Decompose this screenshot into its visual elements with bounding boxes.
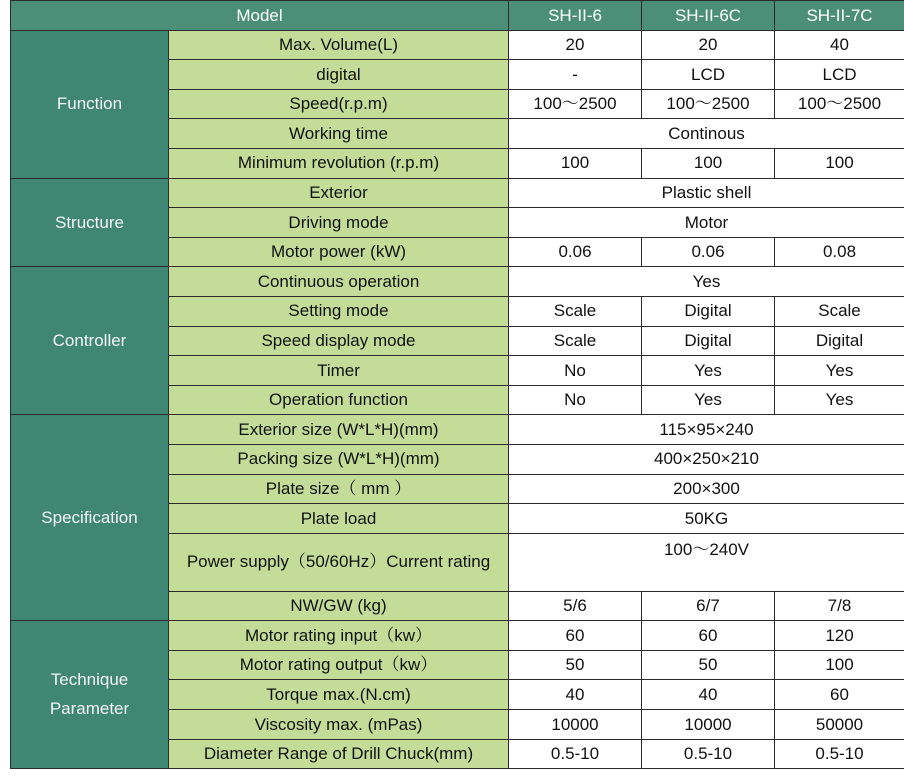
- model-header-3: SH-II-7C: [775, 1, 904, 31]
- cell: 100: [509, 148, 642, 178]
- row-label: Motor rating output（kw）: [169, 650, 509, 680]
- row-label: Minimum revolution (r.p.m): [169, 148, 509, 178]
- cell: No: [509, 385, 642, 415]
- header-row: [11, 1, 904, 31]
- spec-table: [10, 0, 904, 769]
- cell: LCD: [642, 60, 775, 90]
- table-row: [11, 178, 904, 208]
- cell: Continous: [509, 119, 904, 149]
- table-row: [11, 30, 904, 60]
- cell: 10000: [642, 710, 775, 740]
- cell: 200×300: [509, 474, 904, 504]
- cell: 20: [509, 30, 642, 60]
- cell: 50000: [775, 710, 904, 740]
- cell: Digital: [642, 326, 775, 356]
- row-label: Viscosity max. (mPas): [169, 710, 509, 740]
- cell: 100: [775, 148, 904, 178]
- cell: 120: [775, 621, 904, 651]
- cell: 5/6: [509, 591, 642, 621]
- cell: Scale: [775, 296, 904, 326]
- cell: 40: [509, 680, 642, 710]
- cell: 0.06: [509, 237, 642, 267]
- row-label: Speed display mode: [169, 326, 509, 356]
- cell: Yes: [775, 356, 904, 386]
- cell: 0.06: [642, 237, 775, 267]
- cell: Yes: [642, 385, 775, 415]
- group-function: Function: [11, 30, 169, 178]
- cell: No: [509, 356, 642, 386]
- cell: 100～2500: [775, 89, 904, 119]
- cell: Digital: [775, 326, 904, 356]
- row-label: Power supply（50/60Hz）Current rating: [169, 533, 509, 591]
- row-label: Motor rating input（kw）: [169, 621, 509, 651]
- cell: 0.5-10: [642, 739, 775, 769]
- cell: Scale: [509, 326, 642, 356]
- cell: 50KG: [509, 504, 904, 534]
- row-label: NW/GW (kg): [169, 591, 509, 621]
- cell: 7/8: [775, 591, 904, 621]
- cell: LCD: [775, 60, 904, 90]
- cell: Motor: [509, 208, 904, 238]
- cell: Yes: [642, 356, 775, 386]
- table-row: [11, 415, 904, 445]
- row-label: digital: [169, 60, 509, 90]
- cell: 60: [642, 621, 775, 651]
- row-label: Working time: [169, 119, 509, 149]
- cell: 10000: [509, 710, 642, 740]
- row-label: Motor power (kW): [169, 237, 509, 267]
- cell: Yes: [775, 385, 904, 415]
- row-label: Exterior size (W*L*H)(mm): [169, 415, 509, 445]
- group-controller: Controller: [11, 267, 169, 415]
- model-header: Model: [11, 1, 509, 31]
- cell: Scale: [509, 296, 642, 326]
- cell: 40: [775, 30, 904, 60]
- model-header-2: SH-II-6C: [642, 1, 775, 31]
- row-label: Plate size（ mm ）: [169, 474, 509, 504]
- cell: Yes: [509, 267, 904, 297]
- cell: 50: [509, 650, 642, 680]
- cell: 20: [642, 30, 775, 60]
- row-label: Continuous operation: [169, 267, 509, 297]
- cell: 50: [642, 650, 775, 680]
- row-label: Plate load: [169, 504, 509, 534]
- cell: 400×250×210: [509, 444, 904, 474]
- cell: 40: [642, 680, 775, 710]
- cell: 0.5-10: [775, 739, 904, 769]
- cell: 60: [509, 621, 642, 651]
- row-label: Packing size (W*L*H)(mm): [169, 444, 509, 474]
- cell: Digital: [642, 296, 775, 326]
- row-label: Diameter Range of Drill Chuck(mm): [169, 739, 509, 769]
- row-label: Torque max.(N.cm): [169, 680, 509, 710]
- cell: 6/7: [642, 591, 775, 621]
- table-row: [11, 621, 904, 651]
- cell: 100～240V: [509, 533, 904, 591]
- model-header-1: SH-II-6: [509, 1, 642, 31]
- group-technique-parameter: Technique Parameter: [11, 621, 169, 769]
- group-specification: Specification: [11, 415, 169, 621]
- cell: 0.08: [775, 237, 904, 267]
- row-label: Operation function: [169, 385, 509, 415]
- cell: -: [509, 60, 642, 90]
- group-structure: Structure: [11, 178, 169, 267]
- row-label: Speed(r.p.m): [169, 89, 509, 119]
- row-label: Exterior: [169, 178, 509, 208]
- cell: 60: [775, 680, 904, 710]
- row-label: Driving mode: [169, 208, 509, 238]
- table-row: [11, 267, 904, 297]
- cell: 100～2500: [642, 89, 775, 119]
- cell: 100: [642, 148, 775, 178]
- cell: 100～2500: [509, 89, 642, 119]
- cell: Plastic shell: [509, 178, 904, 208]
- cell: 100: [775, 650, 904, 680]
- row-label: Max. Volume(L): [169, 30, 509, 60]
- cell: 115×95×240: [509, 415, 904, 445]
- row-label: Timer: [169, 356, 509, 386]
- cell: 0.5-10: [509, 739, 642, 769]
- row-label: Setting mode: [169, 296, 509, 326]
